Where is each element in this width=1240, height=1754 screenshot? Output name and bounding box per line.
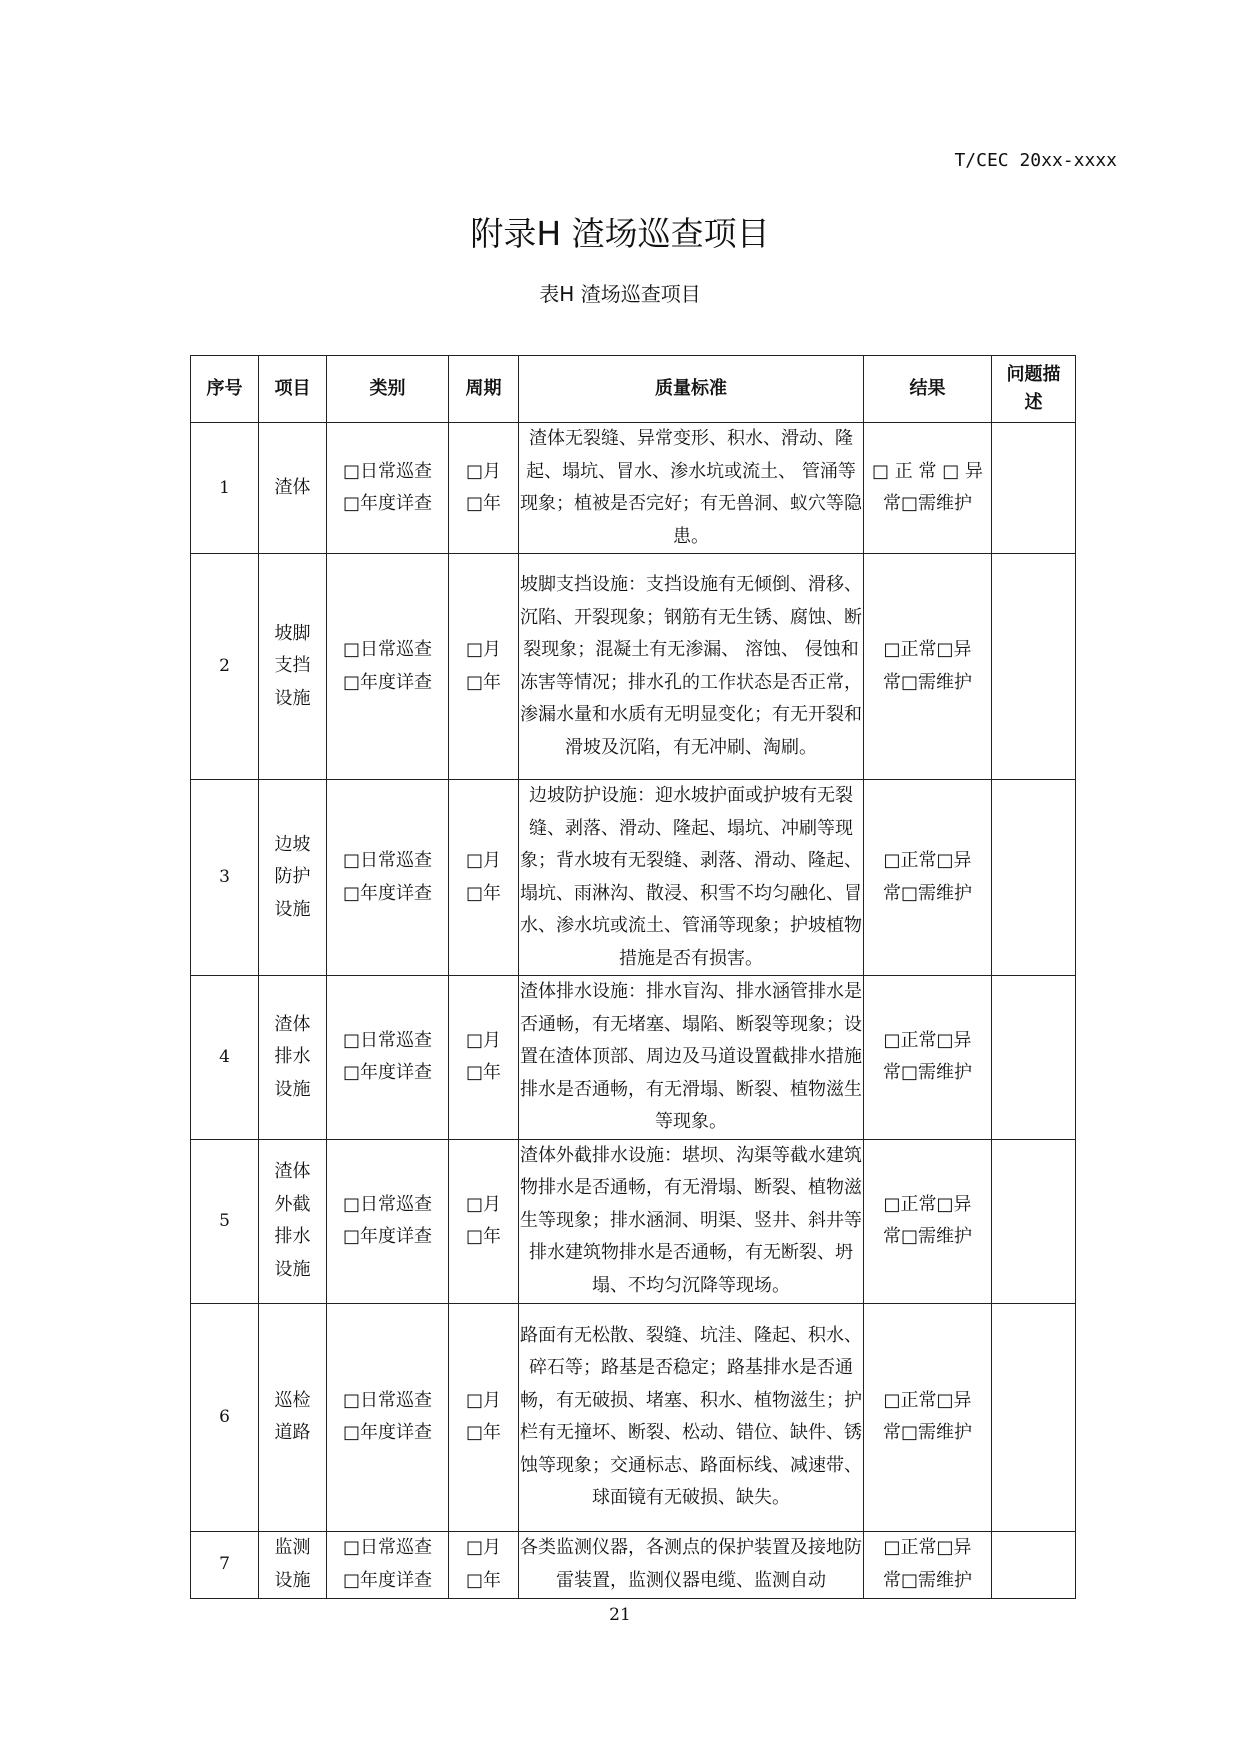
row-period: □月 □年 — [449, 554, 519, 780]
row-result: □正常□异 常□需维护 — [864, 780, 992, 976]
row-item: 监测 设施 — [259, 1531, 327, 1598]
column-header-item: 项目 — [259, 356, 327, 423]
row-result: □正常□异 常□需维护 — [864, 1303, 992, 1531]
row-item: 边坡 防护 设施 — [259, 780, 327, 976]
table-row — [191, 554, 1076, 780]
row-standard: 渣体无裂缝、异常变形、积水、滑动、隆起、塌坑、冒水、渗水坑或流土、 管涌等现象；植被是否完好；有无兽洞、蚁穴等隐患。 — [519, 423, 864, 554]
row-period: □月 □年 — [449, 1303, 519, 1531]
row-standard: 边坡防护设施：迎水坡护面或护坡有无裂缝、剥落、滑动、隆起、塌坑、冲刷等现象；背水坡有无裂缝、剥落、滑动、隆起、塌坑、雨淋沟、散浸、积雪不均匀融化、冒水、渗水坑或流土、管涌等现象；护坡植物措施是否有损害。 — [519, 780, 864, 976]
row-period: □月 □年 — [449, 1139, 519, 1303]
row-item: 渣体 — [259, 423, 327, 554]
row-issue — [992, 554, 1076, 780]
appendix-title: 附录H 渣场巡查项目 — [470, 214, 770, 253]
row-number: 6 — [191, 1303, 259, 1531]
row-standard: 渣体外截排水设施：堪坝、沟渠等截水建筑物排水是否通畅，有无滑塌、断裂、植物滋生等现象；排水涵洞、明渠、竖井、斜井等排水建筑物排水是否通畅，有无断裂、坍塌、不均匀沉降等现场。 — [519, 1139, 864, 1303]
table-row — [191, 976, 1076, 1140]
table-header-row — [191, 356, 1076, 423]
row-result: □正常□异 常□需维护 — [864, 976, 992, 1140]
row-issue — [992, 976, 1076, 1140]
row-standard: 渣体排水设施：排水盲沟、排水涵管排水是否通畅，有无堵塞、塌陷、断裂等现象；设置在渣体顶部、周边及马道设置截排水措施排水是否通畅，有无滑塌、断裂、植物滋生等现象。 — [519, 976, 864, 1140]
row-issue — [992, 1303, 1076, 1531]
row-issue — [992, 423, 1076, 554]
row-standard: 坡脚支挡设施：支挡设施有无倾倒、滑移、沉陷、开裂现象；钢筋有无生锈、腐蚀、断裂现象；混凝土有无渗漏、 溶蚀、 侵蚀和冻害等情况；排水孔的工作状态是否正常， 渗漏水量和水质有无明显变化；有无开裂和滑坡及沉陷，有无冲刷、淘刷。 — [519, 554, 864, 780]
row-result: □正常□异 常□需维护 — [864, 1139, 992, 1303]
row-item: 坡脚 支挡 设施 — [259, 554, 327, 780]
column-header-category: 类别 — [327, 356, 449, 423]
row-item: 巡检 道路 — [259, 1303, 327, 1531]
row-result: □ 正 常 □ 异 常□需维护 — [864, 423, 992, 554]
table-row — [191, 1139, 1076, 1303]
column-header-issue: 问题描述 — [992, 356, 1076, 423]
row-period: □月 □年 — [449, 1531, 519, 1598]
row-issue — [992, 780, 1076, 976]
page-number: 21 — [609, 1605, 631, 1625]
row-number: 2 — [191, 554, 259, 780]
row-category: □日常巡查 □年度详查 — [327, 780, 449, 976]
row-standard: 路面有无松散、裂缝、坑洼、隆起、积水、碎石等；路基是否稳定；路基排水是否通畅，有无破损、堵塞、积水、植物滋生；护栏有无撞坏、断裂、松动、错位、缺件、锈蚀等现象；交通标志、路面标线、减速带、球面镜有无破损、缺失。 — [519, 1303, 864, 1531]
row-period: □月 □年 — [449, 423, 519, 554]
row-issue — [992, 1139, 1076, 1303]
patrol-items-table — [190, 355, 1076, 1599]
row-item: 渣体 外截 排水 设施 — [259, 1139, 327, 1303]
row-result: □正常□异 常□需维护 — [864, 554, 992, 780]
row-number: 5 — [191, 1139, 259, 1303]
row-item: 渣体 排水 设施 — [259, 976, 327, 1140]
row-period: □月 □年 — [449, 976, 519, 1140]
row-standard: 各类监测仪器，各测点的保护装置及接地防雷装置，监测仪器电缆、监测自动 — [519, 1531, 864, 1598]
row-category: □日常巡查 □年度详查 — [327, 1303, 449, 1531]
row-result: □正常□异 常□需维护 — [864, 1531, 992, 1598]
row-issue — [992, 1531, 1076, 1598]
row-category: □日常巡查 □年度详查 — [327, 554, 449, 780]
row-category: □日常巡查 □年度详查 — [327, 423, 449, 554]
table-row — [191, 780, 1076, 976]
row-category: □日常巡查 □年度详查 — [327, 1531, 449, 1598]
row-category: □日常巡查 □年度详查 — [327, 1139, 449, 1303]
row-number: 3 — [191, 780, 259, 976]
column-header-no: 序号 — [191, 356, 259, 423]
table-row — [191, 1531, 1076, 1598]
column-header-result: 结果 — [864, 356, 992, 423]
row-number: 4 — [191, 976, 259, 1140]
column-header-period: 周期 — [449, 356, 519, 423]
row-number: 7 — [191, 1531, 259, 1598]
table-caption: 表H 渣场巡查项目 — [539, 282, 701, 306]
row-period: □月 □年 — [449, 780, 519, 976]
row-number: 1 — [191, 423, 259, 554]
row-category: □日常巡查 □年度详查 — [327, 976, 449, 1140]
document-code: T/CEC 20xx-xxxx — [954, 150, 1117, 171]
table-row — [191, 1303, 1076, 1531]
column-header-standard: 质量标准 — [519, 356, 864, 423]
table-row — [191, 423, 1076, 554]
